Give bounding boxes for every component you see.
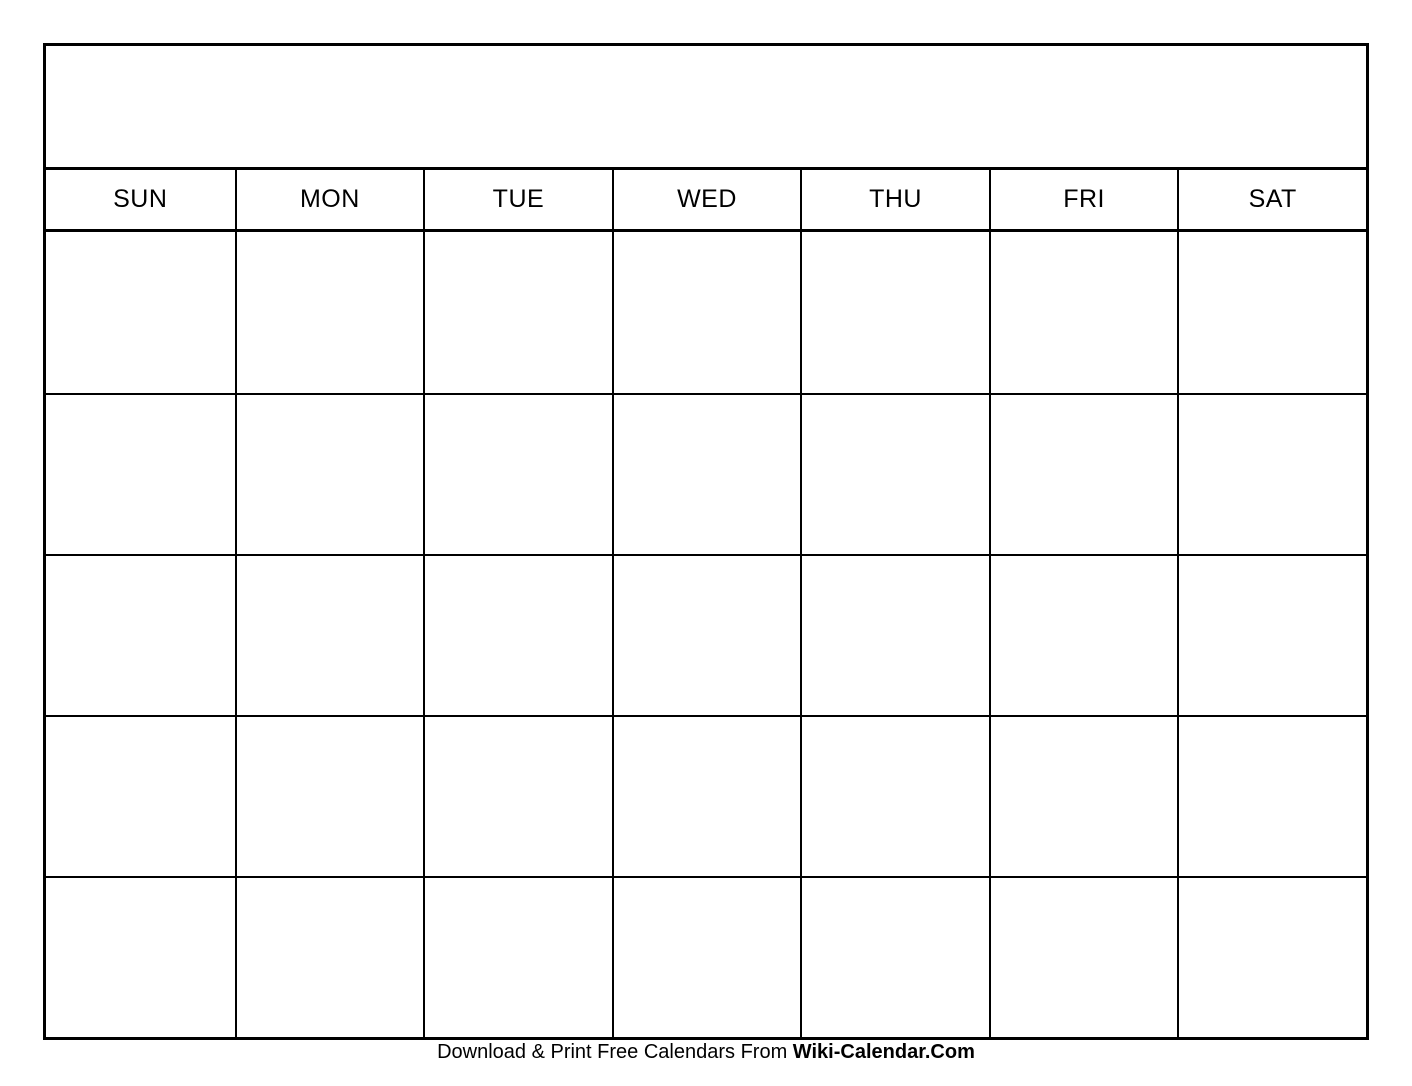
calendar-day-cell <box>800 876 989 1037</box>
calendar-day-cell <box>235 554 424 715</box>
day-header-row <box>46 170 1366 232</box>
calendar-frame <box>43 43 1369 1040</box>
calendar-day-cell <box>1177 715 1366 876</box>
calendar-day-cell <box>612 715 801 876</box>
calendar-day-cell <box>1177 554 1366 715</box>
calendar-day-cell <box>46 554 235 715</box>
footer-brand: Wiki-Calendar.Com <box>792 1041 975 1063</box>
calendar-day-cell <box>235 232 424 393</box>
calendar-day-cell <box>1177 393 1366 554</box>
calendar-day-cell <box>423 554 612 715</box>
calendar-day-cell <box>800 715 989 876</box>
calendar-day-cell <box>989 393 1178 554</box>
calendar-day-cell <box>800 232 989 393</box>
day-header-sat: SAT <box>1177 170 1366 229</box>
day-header-thu: THU <box>800 170 989 229</box>
day-header-tue: TUE <box>423 170 612 229</box>
footer-credit <box>0 1041 1412 1064</box>
calendar-title-box <box>46 46 1366 170</box>
calendar-day-cell <box>46 393 235 554</box>
calendar-day-cell <box>46 876 235 1037</box>
calendar-day-cell <box>612 232 801 393</box>
calendar-day-cell <box>989 876 1178 1037</box>
day-header-wed: WED <box>612 170 801 229</box>
calendar-day-cell <box>235 715 424 876</box>
calendar-day-cell <box>989 715 1178 876</box>
calendar-day-cell <box>235 876 424 1037</box>
calendar-day-cell <box>1177 876 1366 1037</box>
calendar-day-cell <box>423 876 612 1037</box>
calendar-day-cell <box>235 393 424 554</box>
calendar-day-cell <box>800 554 989 715</box>
calendar-day-cell <box>46 715 235 876</box>
day-header-sun: SUN <box>113 185 168 213</box>
calendar-day-cell <box>1177 232 1366 393</box>
calendar-day-cell <box>423 393 612 554</box>
calendar-day-cell <box>612 393 801 554</box>
calendar-day-cell <box>423 715 612 876</box>
calendar-day-cell <box>989 554 1178 715</box>
day-header-fri: FRI <box>989 170 1178 229</box>
calendar-day-cell <box>423 232 612 393</box>
day-header-mon: MON <box>235 170 424 229</box>
calendar-day-cell <box>989 232 1178 393</box>
calendar-day-cell <box>612 876 801 1037</box>
calendar-day-cell <box>612 554 801 715</box>
calendar-day-cell <box>46 232 235 393</box>
footer-credit-text: Download & Print Free Calendars From <box>437 1041 793 1063</box>
calendar-day-cell <box>800 393 989 554</box>
day-grid <box>46 232 1366 1037</box>
